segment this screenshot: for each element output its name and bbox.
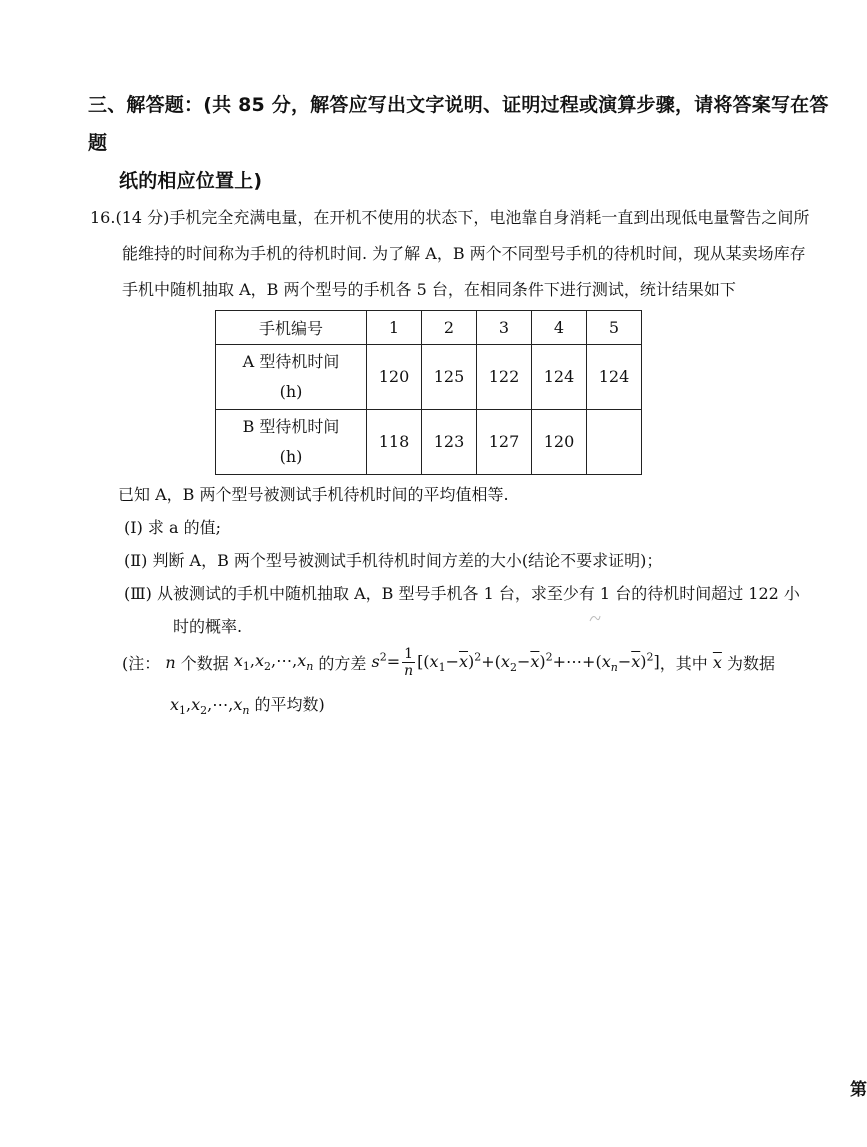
table-row (216, 345, 642, 410)
note-tail2: 为数据 (727, 653, 776, 673)
table-cell: 120 (367, 345, 422, 410)
section-title-line1: 三、解答题：(共 85 分，解答应写出文字说明、证明过程或演算步骤，请将答案写在答题 (88, 94, 829, 154)
problem-line-1: 16.(14 分)手机完全充满电量，在开机不使用的状态下，电池靠自身消耗一直到出现低电量警告之间所 (90, 208, 810, 227)
table-header-cell: 3 (477, 311, 532, 345)
table-cell (587, 410, 642, 475)
row-label-text: B 型待机时间 (242, 417, 340, 436)
table-cell: 123 (422, 410, 477, 475)
table-cell: 125 (422, 345, 477, 410)
table-cell: 118 (367, 410, 422, 475)
question-1: (Ⅰ) 求 a 的值; (124, 518, 221, 537)
section-title (88, 86, 833, 200)
formula-data-list-2: $x_1,x_2,\cdots,x_n$ (170, 695, 250, 718)
problem-line-3: 手机中随机抽取 A，B 两个型号的手机各 5 台，在相同条件下进行测试，统计结果如下 (122, 280, 736, 299)
table-cell: 122 (477, 345, 532, 410)
problem-line-2: 能维持的时间称为手机的待机时间. 为了解 A，B 两个不同型号手机的待机时间，现从某卖场库存 (122, 244, 806, 263)
pencil-mark-icon (588, 612, 602, 624)
page-number-fragment: 第 (850, 1080, 867, 1100)
question-3-line2: 时的概率. (173, 617, 243, 636)
row-label-text: A 型待机时间 (242, 352, 340, 371)
table-header-row (216, 311, 642, 345)
row-label-b (216, 410, 367, 475)
question-2: (Ⅱ) 判断 A，B 两个型号被测试手机待机时间方差的大小(结论不要求证明)； (124, 551, 663, 570)
standby-time-table (215, 310, 642, 475)
variance-note (122, 640, 842, 726)
note-mid: 个数据 (180, 653, 229, 673)
note-line2-suffix: 的平均数) (254, 695, 325, 714)
row-unit-text: (h) (279, 447, 303, 466)
formula-mean-symbol: x (712, 652, 722, 672)
variance-formula-line (122, 640, 842, 684)
question-list (118, 478, 833, 643)
formula-data-list: $x_1,x_2,\cdots,x_n$ (233, 650, 314, 674)
known-condition: 已知 A，B 两个型号被测试手机待机时间的平均值相等. (118, 485, 509, 504)
table-cell: 127 (477, 410, 532, 475)
note-variance-label: 的方差 (318, 653, 367, 673)
formula-expression: $s^2=$ $\frac{1}{n}$ $[(x_1-x)^2+(x_2-x)^2+\cdots+(x_n-x)^2]$ (371, 645, 660, 679)
row-unit-text: (h) (279, 382, 303, 401)
section-title-line2: 纸的相应位置上) (119, 170, 263, 192)
formula-n: n (165, 652, 176, 672)
table-header-cell: 1 (367, 311, 422, 345)
note-tail: ，其中 (659, 653, 708, 673)
problem-16-statement (90, 200, 835, 308)
table-cell: 120 (532, 410, 587, 475)
variance-formula-line2 (122, 690, 842, 726)
table-header-cell: 2 (422, 311, 477, 345)
table-cell: 124 (532, 345, 587, 410)
table-header-cell: 4 (532, 311, 587, 345)
note-prefix: (注： (122, 653, 161, 673)
table-header-cell: 手机编号 (216, 311, 367, 345)
question-3-line1: (Ⅲ) 从被测试的手机中随机抽取 A，B 型号手机各 1 台，求至少有 1 台的待机时间超过 122 小 (124, 584, 800, 603)
table-header-cell: 5 (587, 311, 642, 345)
table-row (216, 410, 642, 475)
table-cell: 124 (587, 345, 642, 410)
row-label-a (216, 345, 367, 410)
